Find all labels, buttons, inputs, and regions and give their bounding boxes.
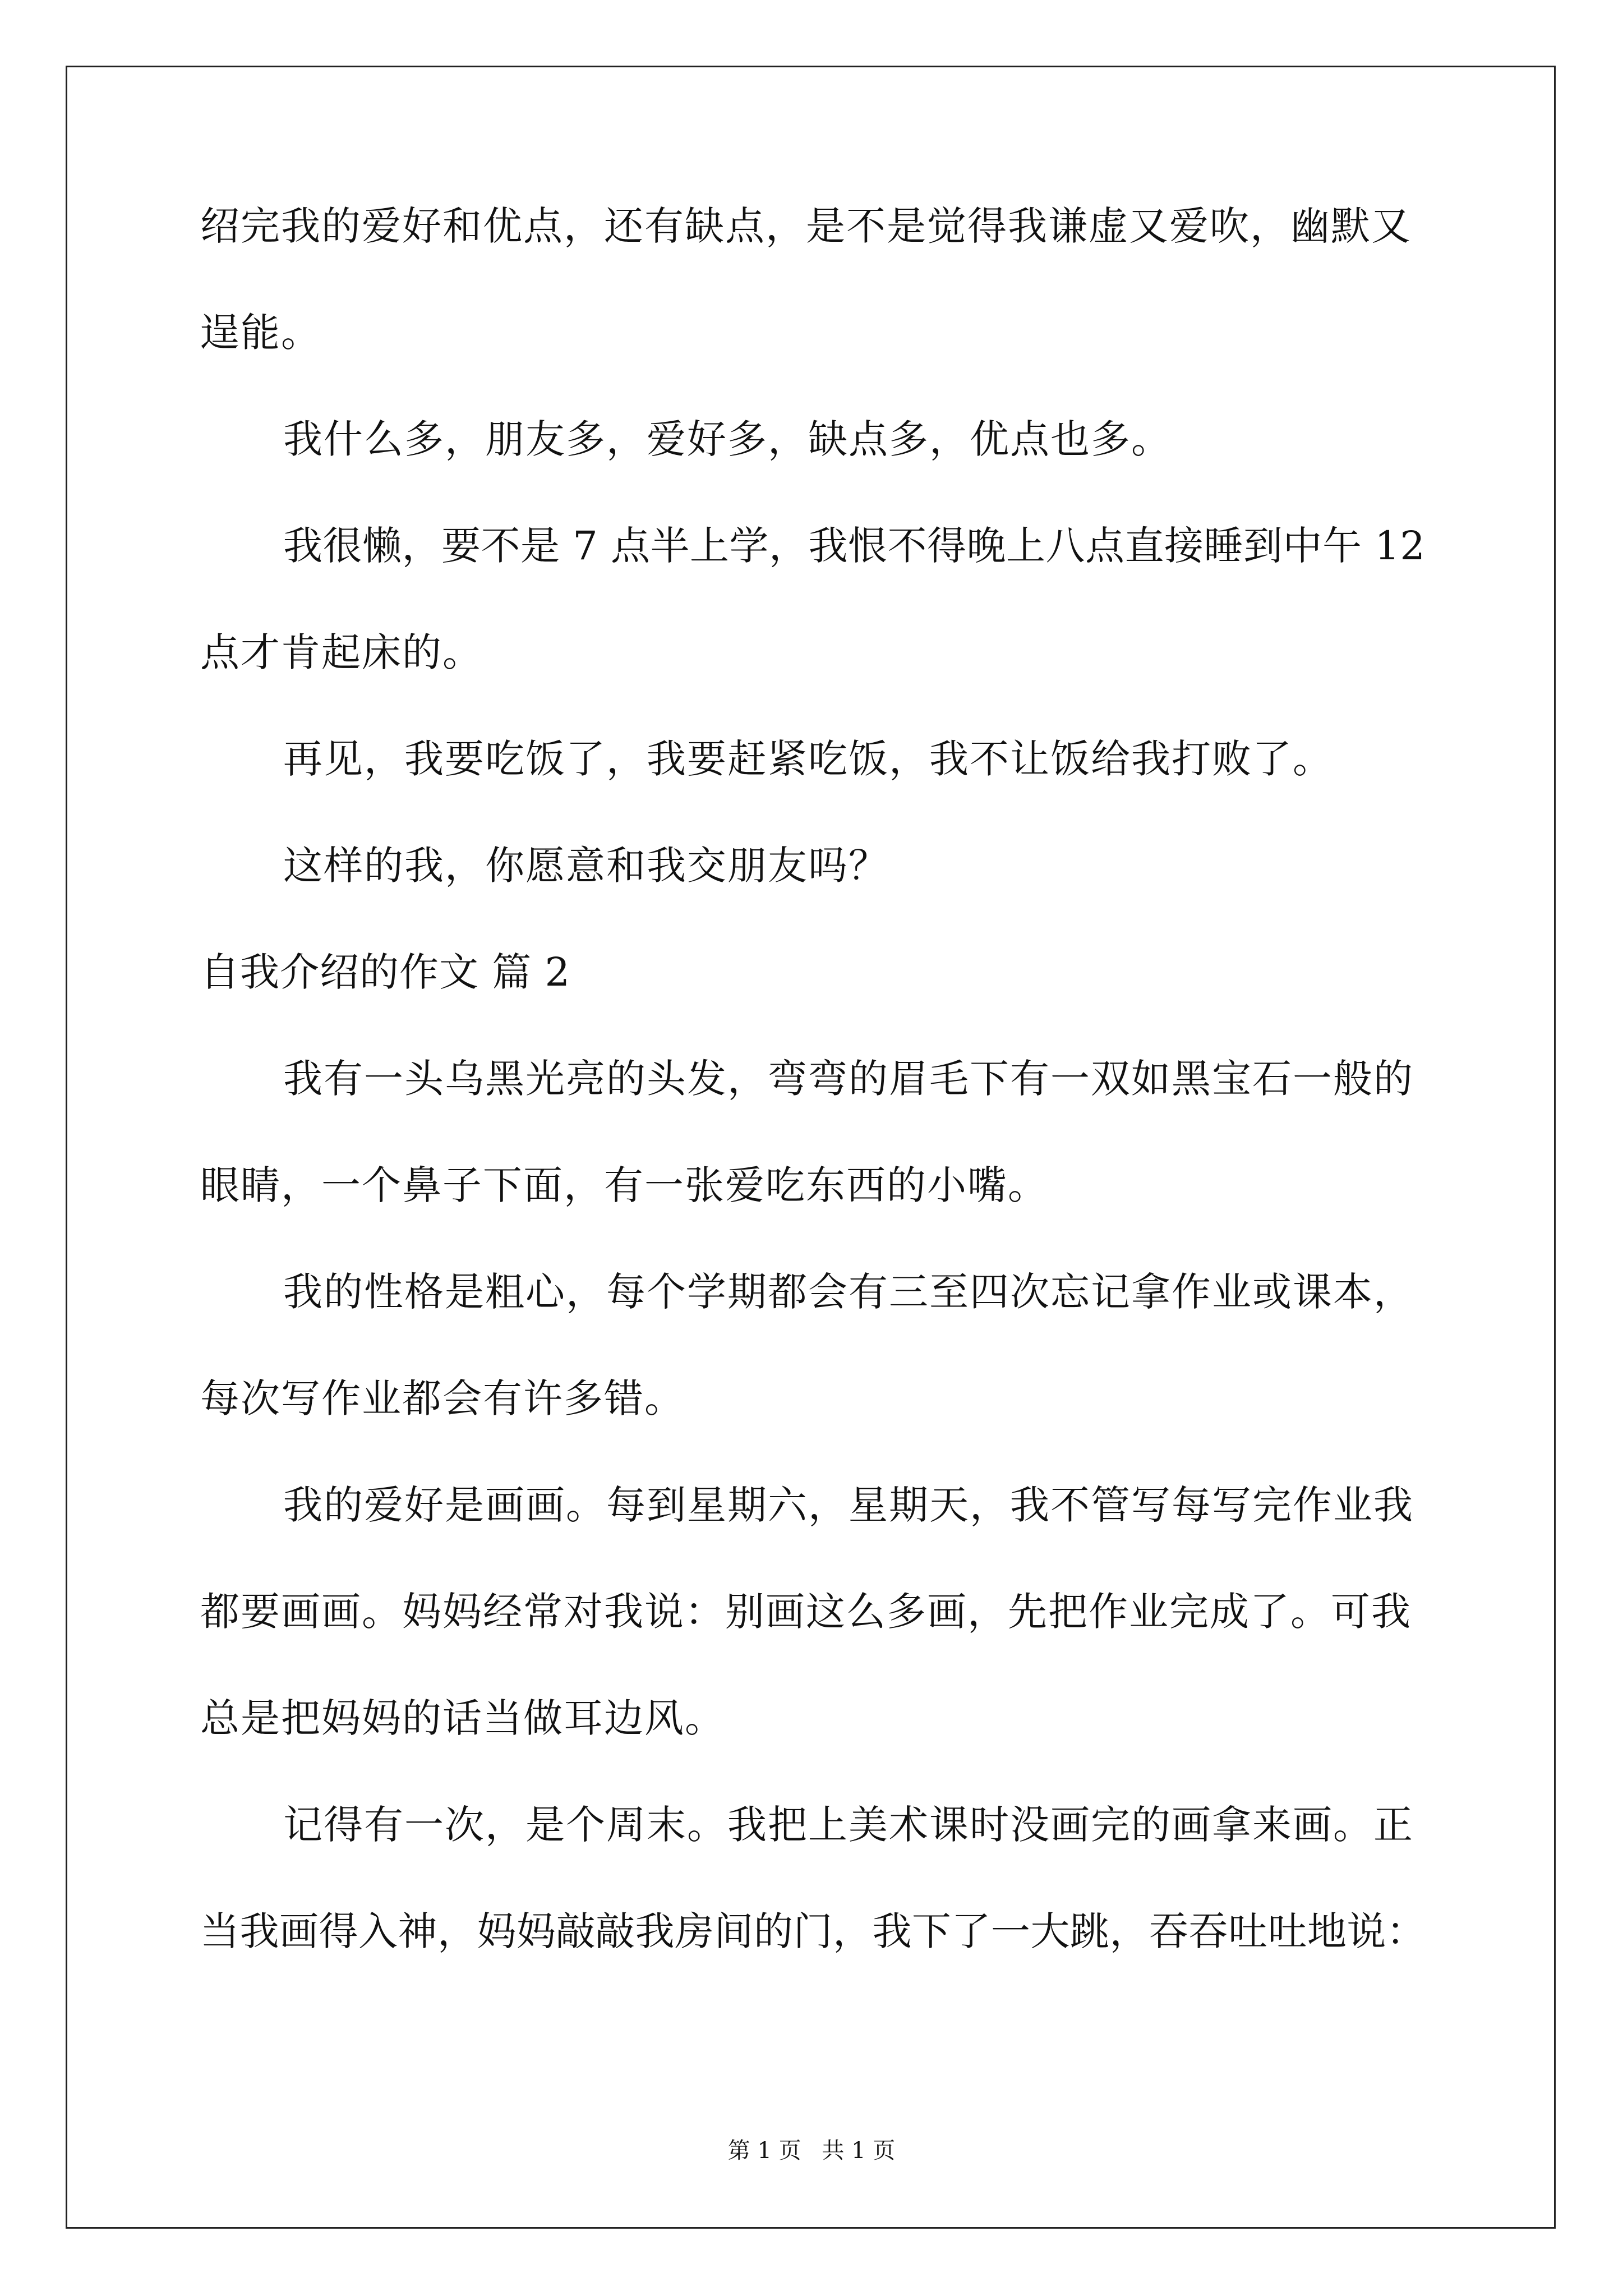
text-line: 这样的我，你愿意和我交朋友吗？	[283, 843, 889, 889]
text-line: 再见，我要吃饭了，我要赶紧吃饭，我不让饭给我打败了。	[283, 736, 1333, 782]
text-line: 我有一头乌黑光亮的头发，弯弯的眉毛下有一双如黑宝石一般的	[283, 1056, 1414, 1102]
text-line: 逞能。	[200, 310, 321, 356]
page-footer	[0, 2138, 1623, 2163]
page-total: 共 1 页	[822, 2138, 896, 2164]
section-heading: 自我介绍的作文 篇 2	[200, 949, 571, 995]
text-line: 每次写作业都会有许多错。	[200, 1375, 685, 1421]
text-line: 我很懒，要不是 7 点半上学，我恨不得晚上八点直接睡到中午 12	[283, 523, 1426, 569]
text-line: 绍完我的爱好和优点，还有缺点，是不是觉得我谦虚又爱吹，幽默又	[200, 203, 1412, 249]
text-line: 当我画得入神，妈妈敲敲我房间的门，我下了一大跳，吞吞吐吐地说：	[200, 1908, 1426, 1954]
text-line: 眼睛，一个鼻子下面，有一张爱吃东西的小嘴。	[200, 1162, 1048, 1208]
text-line: 点才肯起床的。	[200, 629, 483, 675]
text-line: 我什么多，朋友多，爱好多，缺点多，优点也多。	[283, 416, 1172, 462]
text-line: 都要画画。妈妈经常对我说：别画这么多画，先把作业完成了。可我	[200, 1589, 1412, 1635]
document-body	[200, 203, 1428, 2018]
page-number: 第 1 页	[727, 2138, 801, 2164]
text-line: 记得有一次，是个周末。我把上美术课时没画完的画拿来画。正	[283, 1802, 1414, 1848]
text-line: 总是把妈妈的话当做耳边风。	[200, 1695, 725, 1741]
text-line: 我的性格是粗心，每个学期都会有三至四次忘记拿作业或课本，	[283, 1269, 1414, 1315]
text-line: 我的爱好是画画。每到星期六，星期天，我不管写每写完作业我	[283, 1482, 1414, 1528]
